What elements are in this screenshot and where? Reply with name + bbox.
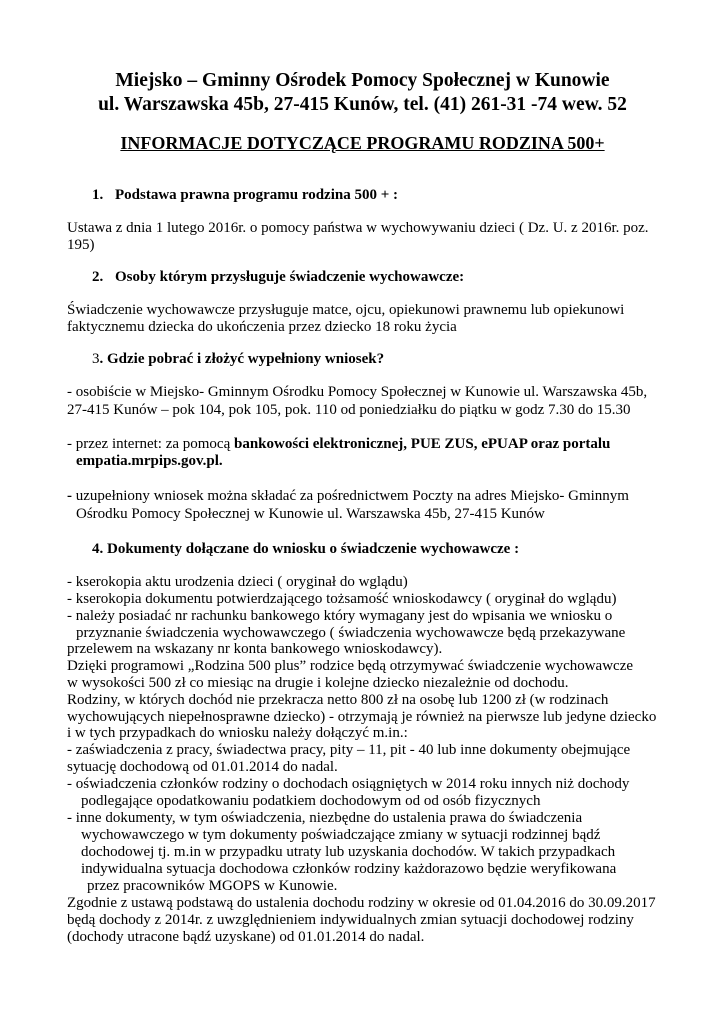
section-2-text-line-1: Świadczenie wychowawcze przysługuje matce, ojcu, opiekunowi prawnemu lub opiekunowi — [67, 302, 625, 318]
section-4-line-21: będą dochody z 2014r. z uwzględnieniem indywidualnych zmian sytuacji dochodowej rodziny — [67, 912, 634, 928]
section-3-heading — [92, 350, 384, 368]
section-3-internet-line-1 — [67, 435, 610, 453]
section-4-line-20: Zgodnie z ustawą podstawą do ustalenia dochodu rodziny w okresie od 01.04.2016 do 30.09.2017 — [67, 895, 656, 911]
section-2-text-line-2: faktycznemu dziecka do ukończenia przez dziecko 18 roku życia — [67, 319, 457, 335]
internet-channels: bankowości elektronicznej, PUE ZUS, ePUAP oraz portalu — [234, 436, 611, 452]
section-4-line-19: przez pracowników MGOPS w Kunowie. — [87, 878, 338, 894]
section-4-line-3: - należy posiadać nr rachunku bankowego który wymagany jest do wpisania we wniosku o — [67, 608, 613, 624]
section-3-heading-text: . Gdzie pobrać i złożyć wypełniony wniosek? — [99, 351, 385, 367]
section-3-internet-line-2: empatia.mrpips.gov.pl. — [76, 453, 223, 469]
internet-prefix: - przez internet: za pomocą — [67, 436, 234, 452]
section-4-line-12: sytuację dochodową od 01.01.2014 do nadal. — [67, 759, 338, 775]
section-3-personal-line-2: 27-415 Kunów – pok 104, pok 105, pok. 110 od poniedziałku do piątku w godz 7.30 do 15.30 — [67, 402, 631, 418]
section-4-line-9: wychowujących niepełnosprawne dziecko) - otrzymają je również na pierwsze lub jedyne dziecko — [67, 709, 657, 725]
section-1-text-line-1: Ustawa z dnia 1 lutego 2016r. o pomocy państwa w wychowywaniu dzieci ( Dz. U. z 2016r. poz. — [67, 220, 649, 236]
section-4-line-7: w wysokości 500 zł co miesiąc na drugie i kolejne dziecko niezależnie od dochodu. — [67, 675, 569, 691]
post-text: uzupełniony wniosek można składać za pośrednictwem Poczty na adres Miejsko- Gminnym — [72, 488, 629, 504]
section-1-heading — [92, 186, 398, 204]
section-4-line-11: - zaświadczenia z pracy, świadectwa pracy, pity – 11, pit - 40 lub inne dokumenty obejmujące — [67, 742, 631, 758]
section-4-line-6: Dzięki programowi „Rodzina 500 plus” rodzice będą otrzymywać świadczenie wychowawcze — [67, 658, 634, 674]
section-4-heading: 4. Dokumenty dołączane do wniosku o świadczenie wychowawcze : — [92, 541, 520, 557]
section-2-heading-text: Osoby którym przysługuje świadczenie wychowawcze: — [115, 269, 465, 285]
section-2-number: 2. — [92, 269, 104, 285]
document-title: INFORMACJE DOTYCZĄCE PROGRAMU RODZINA 500+ — [120, 133, 605, 153]
header-line-2: ul. Warszawska 45b, 27-415 Kunów, tel. (41) 261-31 -74 wew. 52 — [98, 94, 627, 115]
section-4-line-1: - kserokopia aktu urodzenia dzieci ( oryginał do wglądu) — [67, 574, 408, 590]
section-4-line-16: wychowawczego w tym dokumenty poświadczające zmiany w sytuacji rodzinnej bądź — [81, 827, 601, 843]
section-4-line-2: - kserokopia dokumentu potwierdzającego tożsamość wnioskodawcy ( oryginał do wglądu) — [67, 591, 617, 607]
section-4-line-4: przyznanie świadczenia wychowawczego ( świadczenia wychowawcze będą przekazywane — [76, 625, 626, 641]
section-4-line-8: Rodziny, w których dochód nie przekracza netto 800 zł na osobę lub 1200 zł (w rodzinach — [67, 692, 609, 708]
section-3-personal-line-1: - osobiście w Miejsko- Gminnym Ośrodku Pomocy Społecznej w Kunowie ul. Warszawska 45b, — [67, 384, 648, 400]
header-line-1: Miejsko – Gminny Ośrodek Pomocy Społecznej w Kunowie — [115, 70, 610, 91]
section-4-line-18: indywidualna sytuacja dochodowa członków rodziny każdorazowo będzie weryfikowana — [81, 861, 617, 877]
section-3-number: 3 — [92, 351, 100, 367]
section-1-heading-text: Podstawa prawna programu rodzina 500 + : — [115, 187, 399, 203]
section-4-line-13: - oświadczenia członków rodziny o dochodach osiągniętych w 2014 roku innych niż dochody — [67, 776, 630, 792]
section-2-heading — [92, 268, 464, 286]
section-1-number: 1. — [92, 187, 104, 203]
section-4-line-17: dochodowej tj. m.in w przypadku utraty lub uzyskania dochodów. W takich przypadkach — [81, 844, 616, 860]
post-dash: - — [67, 488, 72, 504]
section-4-line-15: - inne dokumenty, w tym oświadczenia, niezbędne do ustalenia prawa do świadczenia — [67, 810, 583, 826]
section-4-line-22: (dochody utracone bądź uzyskane) od 01.01.2014 do nadal. — [67, 929, 425, 945]
section-3-post-line-2: Ośrodku Pomocy Społecznej w Kunowie ul. Warszawska 45b, 27-415 Kunów — [76, 506, 545, 522]
section-4-line-14: podlegające opodatkowaniu podatkiem dochodowym od od osób fizycznych — [81, 793, 541, 809]
section-4-line-10: i w tych przypadkach do wniosku należy dołączyć m.in.: — [67, 725, 408, 741]
section-3-post-line-1 — [67, 487, 629, 505]
section-4-line-5: przelewem na wskazany nr konta bankowego wnioskodawcy). — [67, 641, 443, 657]
section-1-text-line-2: 195) — [67, 237, 95, 253]
